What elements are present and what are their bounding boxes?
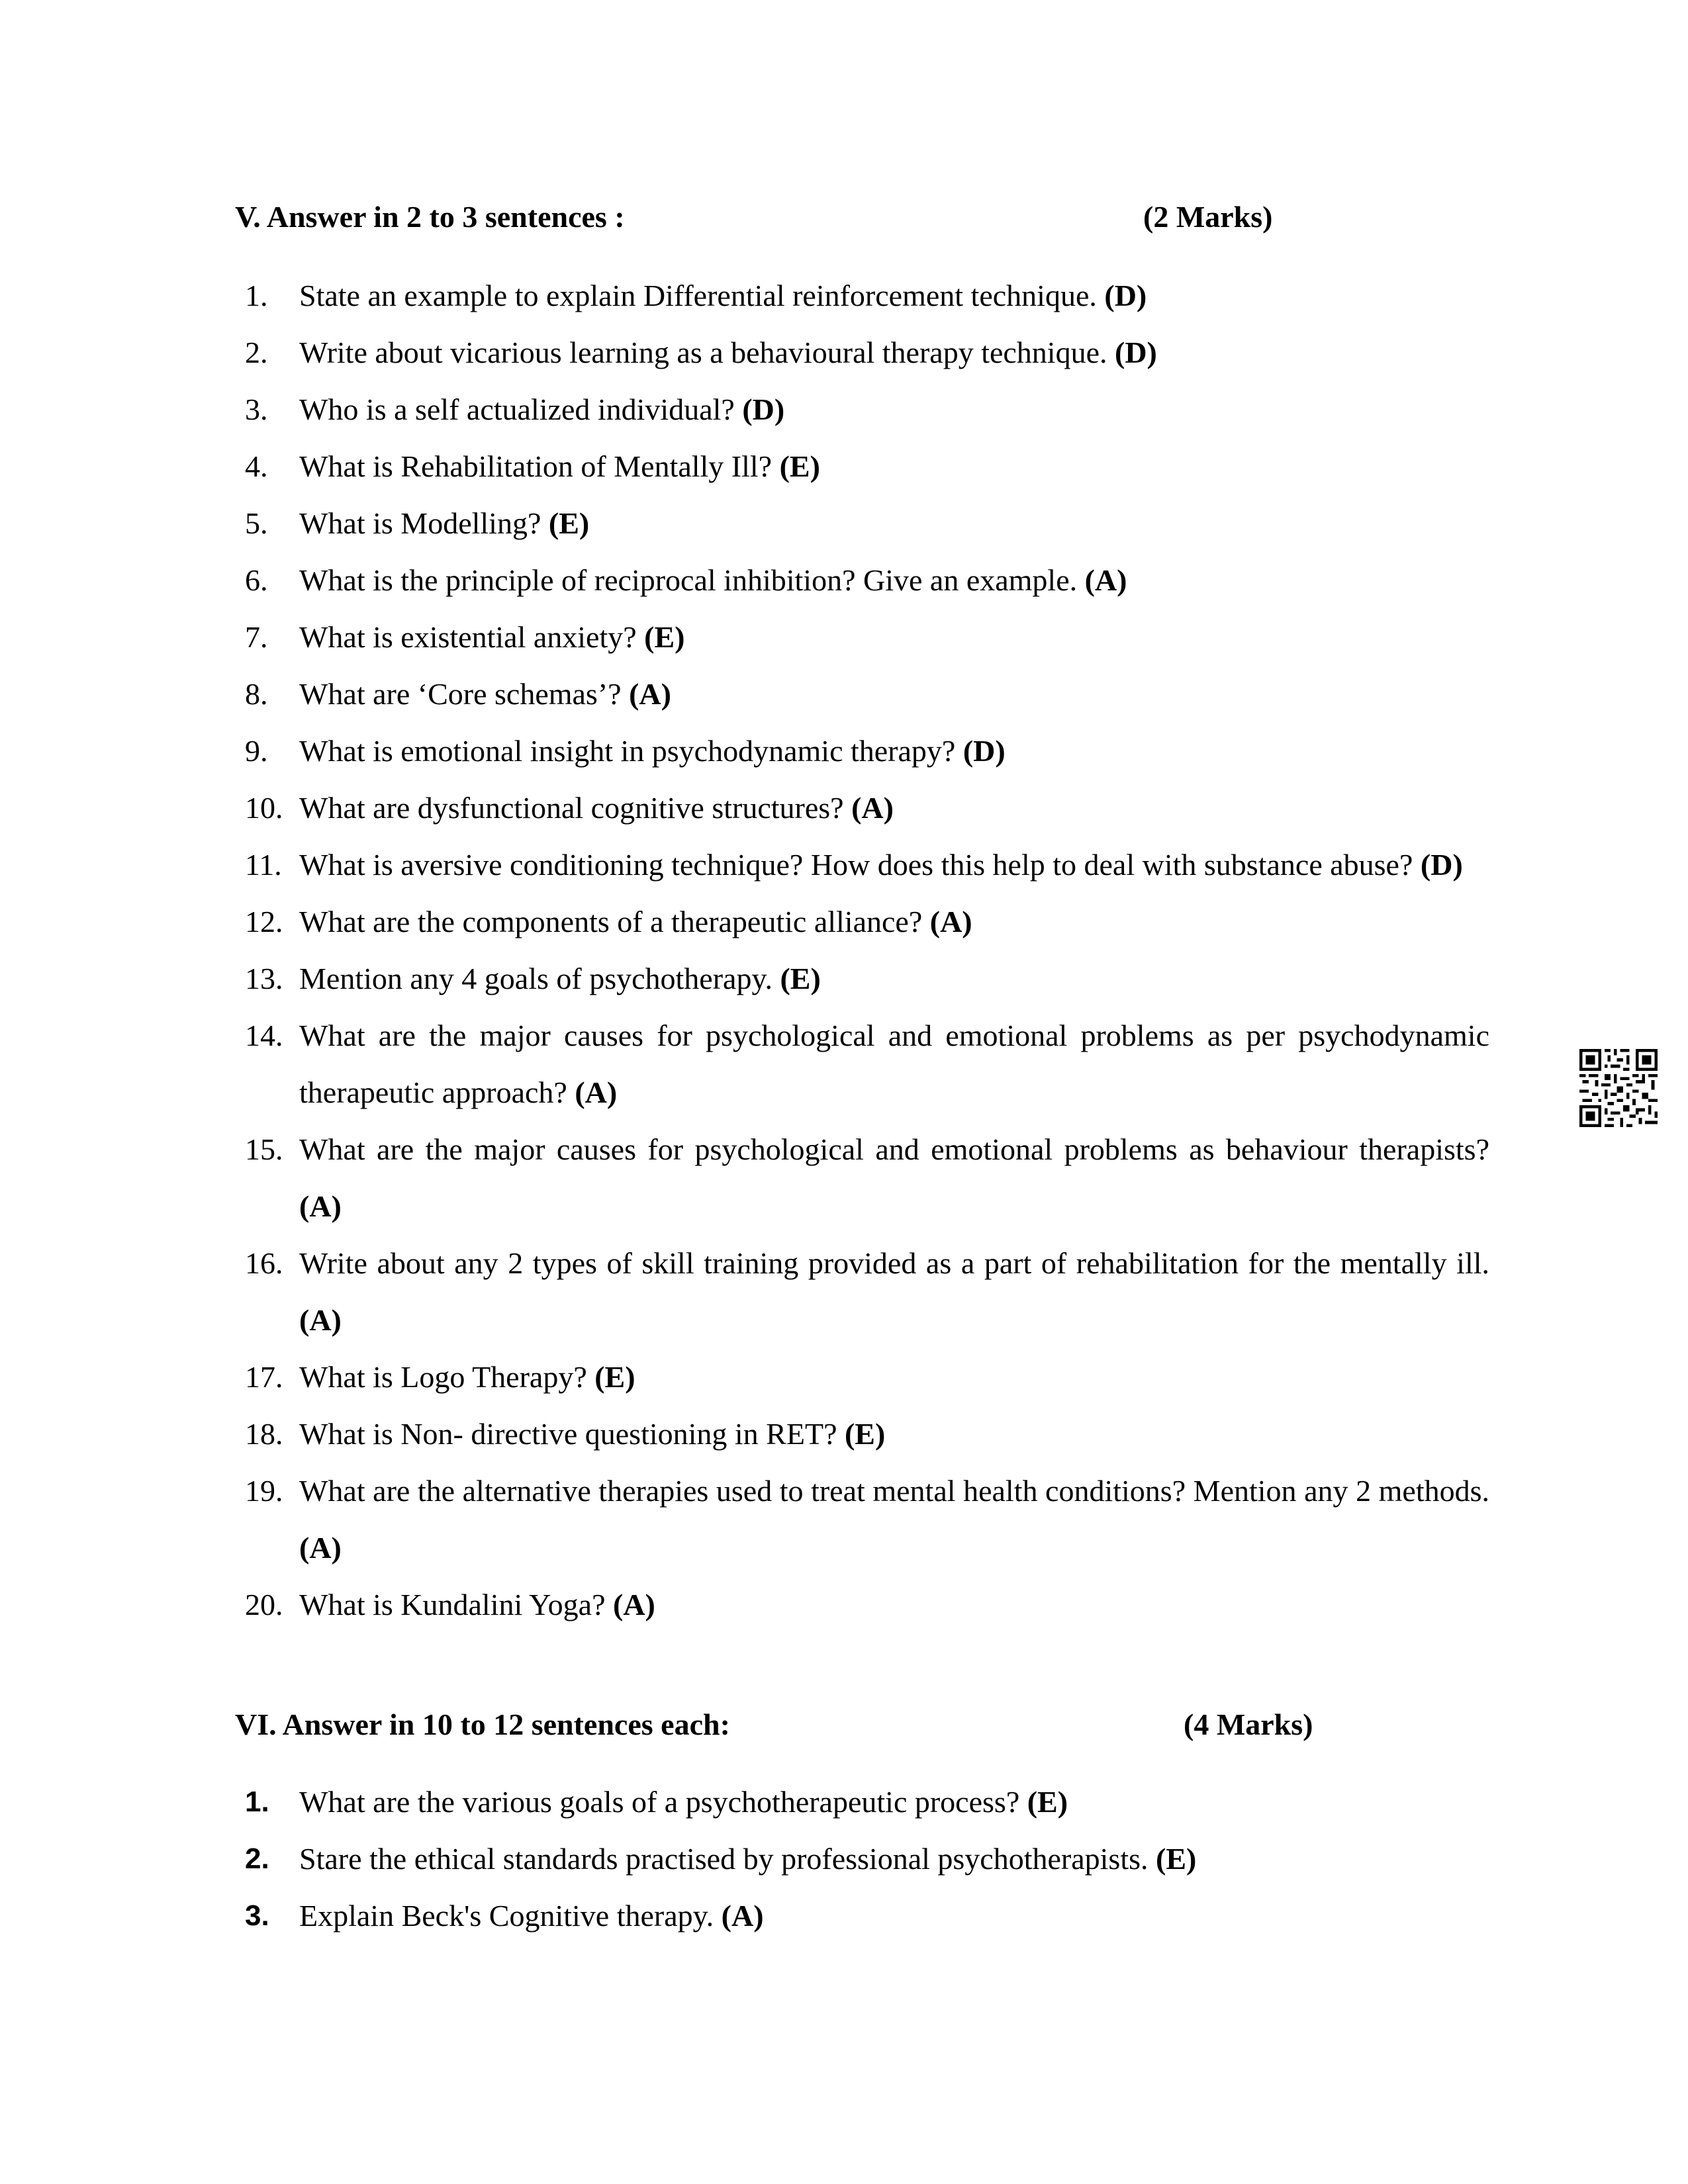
- question-item: [245, 1576, 1489, 1633]
- difficulty-tag: (A): [299, 1303, 342, 1337]
- question-item: [245, 324, 1489, 381]
- question-text: What is aversive conditioning technique? How does this help to deal with substance abuse?: [299, 848, 1413, 882]
- question-item: [245, 552, 1489, 609]
- question-item: [245, 1831, 1489, 1888]
- question-item: [245, 723, 1489, 780]
- question-item: [245, 267, 1489, 324]
- section-v-header: [235, 199, 1347, 236]
- difficulty-tag: (A): [575, 1075, 618, 1109]
- question-item: [245, 1888, 1489, 1944]
- section-vi-marks: (4 Marks): [1184, 1707, 1313, 1741]
- difficulty-tag: (A): [299, 1531, 342, 1565]
- question-item: [245, 837, 1489, 893]
- difficulty-tag: (D): [1420, 848, 1463, 882]
- question-item: [245, 1774, 1489, 1831]
- question-number: 10.: [245, 791, 283, 825]
- question-text: What is existential anxiety?: [299, 620, 637, 654]
- question-text: What are the alternative therapies used to treat mental health conditions? Mention any 2 methods.: [299, 1474, 1489, 1508]
- question-item: [245, 1121, 1489, 1235]
- difficulty-tag: (E): [780, 962, 821, 995]
- question-number: 7.: [245, 620, 268, 654]
- question-item: [245, 780, 1489, 837]
- question-number: 3.: [245, 1899, 269, 1932]
- question-text: Write about any 2 types of skill training provided as a part of rehabilitation for the mentally ill.: [299, 1246, 1489, 1280]
- difficulty-tag: (A): [299, 1189, 342, 1223]
- section-vi-question-list: [245, 1774, 1489, 1944]
- difficulty-tag: (E): [548, 506, 590, 540]
- section-vi-header: [235, 1706, 1347, 1743]
- difficulty-tag: (A): [1084, 563, 1127, 597]
- difficulty-tag: (D): [1115, 336, 1157, 369]
- question-number: 13.: [245, 962, 283, 995]
- section-vi-title: VI. Answer in 10 to 12 sentences each:: [235, 1707, 730, 1741]
- qr-code-icon: [1579, 1049, 1658, 1127]
- question-item: [245, 1406, 1489, 1463]
- difficulty-tag: (D): [1104, 279, 1147, 312]
- question-text: What is Rehabilitation of Mentally Ill?: [299, 449, 773, 483]
- section-v-marks: (2 Marks): [1143, 200, 1273, 234]
- question-text: What is Modelling?: [299, 506, 541, 540]
- difficulty-tag: (E): [779, 449, 820, 483]
- question-number: 1.: [245, 1786, 269, 1818]
- question-item: [245, 950, 1489, 1007]
- difficulty-tag: (E): [844, 1417, 886, 1451]
- difficulty-tag: (A): [851, 791, 894, 825]
- question-number: 1.: [245, 279, 268, 312]
- question-number: 14.: [245, 1019, 283, 1052]
- question-text: What is the principle of reciprocal inhibition? Give an example.: [299, 563, 1078, 597]
- difficulty-tag: (A): [929, 905, 972, 938]
- question-number: 6.: [245, 563, 268, 597]
- question-number: 19.: [245, 1474, 283, 1508]
- question-number: 9.: [245, 734, 268, 768]
- question-item: [245, 1463, 1489, 1576]
- difficulty-tag: (E): [1027, 1785, 1068, 1819]
- question-item: [245, 495, 1489, 552]
- question-text: Stare the ethical standards practised by professional psychotherapists.: [299, 1842, 1149, 1876]
- question-number: 15.: [245, 1132, 283, 1166]
- question-number: 2.: [245, 1843, 269, 1875]
- question-number: 20.: [245, 1588, 283, 1621]
- question-number: 16.: [245, 1246, 283, 1280]
- question-number: 12.: [245, 905, 283, 938]
- question-number: 17.: [245, 1360, 283, 1394]
- question-item: [245, 609, 1489, 666]
- question-text: What are the various goals of a psychotherapeutic process?: [299, 1785, 1020, 1819]
- question-number: 4.: [245, 449, 268, 483]
- question-item: [245, 1349, 1489, 1406]
- question-number: 8.: [245, 677, 268, 711]
- section-v-title: V. Answer in 2 to 3 sentences :: [235, 200, 625, 234]
- section-v-question-list: [245, 267, 1489, 1633]
- question-item: [245, 893, 1489, 950]
- question-text: What is Kundalini Yoga?: [299, 1588, 606, 1621]
- question-text: Who is a self actualized individual?: [299, 392, 735, 426]
- difficulty-tag: (D): [962, 734, 1006, 768]
- question-item: [245, 438, 1489, 495]
- question-text: What is Non- directive questioning in RET?: [299, 1417, 837, 1451]
- difficulty-tag: (D): [742, 392, 785, 426]
- question-text: Write about vicarious learning as a behavioural therapy technique.: [299, 336, 1107, 369]
- question-number: 18.: [245, 1417, 283, 1451]
- question-text: Explain Beck's Cognitive therapy.: [299, 1899, 714, 1933]
- question-item: [245, 1007, 1489, 1121]
- question-text: State an example to explain Differential reinforcement technique.: [299, 279, 1097, 312]
- question-item: [245, 666, 1489, 723]
- question-item: [245, 381, 1489, 438]
- question-item: [245, 1235, 1489, 1349]
- question-text: What are the major causes for psychological and emotional problems as per psychodynamic therapeutic approach?: [299, 1019, 1489, 1109]
- difficulty-tag: (E): [594, 1360, 635, 1394]
- question-text: What is Logo Therapy?: [299, 1360, 587, 1394]
- difficulty-tag: (E): [1156, 1842, 1197, 1876]
- difficulty-tag: (A): [629, 677, 671, 711]
- question-text: What are the components of a therapeutic alliance?: [299, 905, 923, 938]
- difficulty-tag: (E): [644, 620, 685, 654]
- question-number: 5.: [245, 506, 268, 540]
- question-text: What are ‘Core schemas’?: [299, 677, 622, 711]
- question-number: 2.: [245, 336, 268, 369]
- question-text: What are dysfunctional cognitive structures?: [299, 791, 844, 825]
- difficulty-tag: (A): [613, 1588, 655, 1621]
- question-text: What is emotional insight in psychodynamic therapy?: [299, 734, 956, 768]
- question-text: What are the major causes for psychological and emotional problems as behaviour therapists?: [299, 1132, 1489, 1166]
- difficulty-tag: (A): [721, 1899, 764, 1933]
- question-text: Mention any 4 goals of psychotherapy.: [299, 962, 773, 995]
- question-number: 11.: [245, 848, 282, 882]
- question-number: 3.: [245, 392, 268, 426]
